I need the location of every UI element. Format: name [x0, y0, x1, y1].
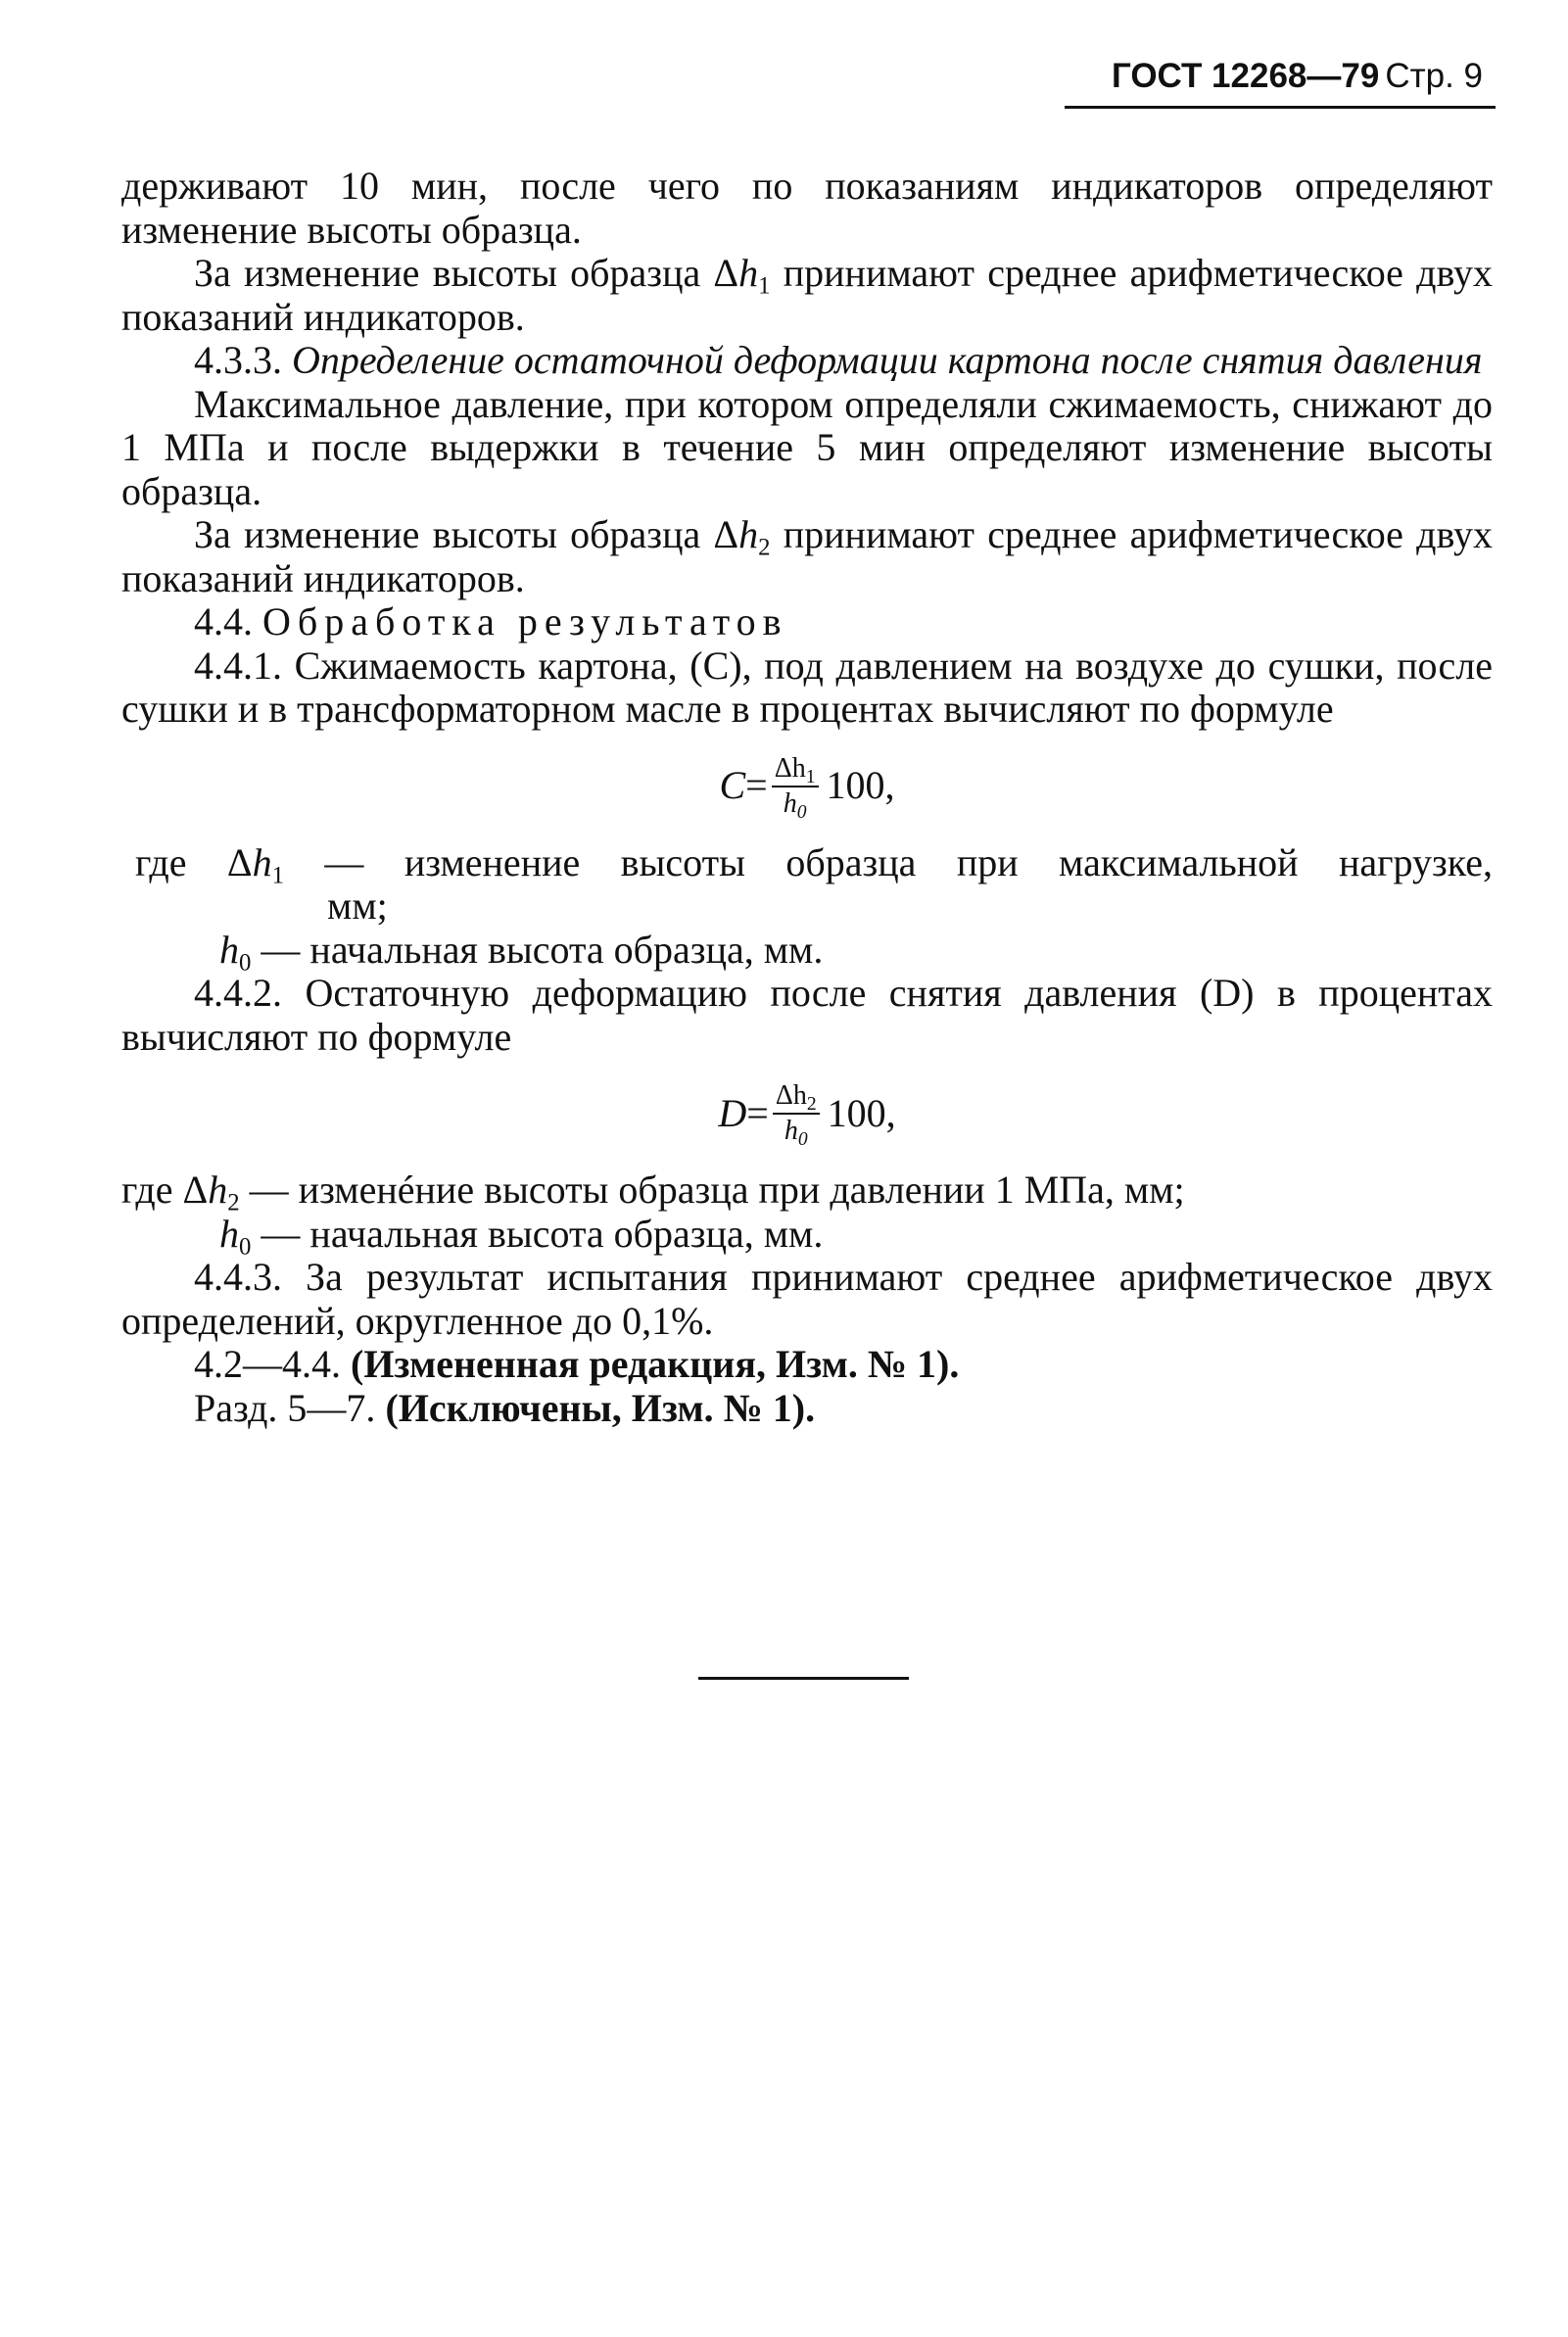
- formula-1-legend: где $\Delta h_1$ — изменение высоты образца при максимальной нагрузке, мм; $h_0$ — начальная высота образца, мм.: [135, 839, 1493, 976]
- formula-compressibility: C = $\frac{\Delta h_1}{h_0}$ 100,: [719, 752, 895, 823]
- paragraph-4-4-2: 4.4.2. Остаточную деформацию после снятия давления (D) в процентах вычисляют по формуле: [121, 971, 1493, 1059]
- formula-fraction: $\frac{\Delta h_1}{h_0}$: [772, 753, 819, 820]
- formula-fraction: $\frac{\Delta h_2}{h_0}$: [773, 1080, 820, 1147]
- formula-2-legend: где $\Delta h_2$ — изменéние высоты образца при давлении 1 МПа, мм; $h_0$ — начальная высота образца, мм.: [121, 1168, 1185, 1260]
- formula-residual-deformation: D = $\frac{\Delta h_2}{h_0}$ 100,: [718, 1080, 896, 1150]
- section-4-3-3-heading: 4.3.3. Определение остаточной деформации картона после снятия давления: [194, 338, 1483, 382]
- document-body: [121, 165, 1493, 1430]
- amendment-note-4-2-4-4: 4.2—4.4. (Измененная редакция, Изм. № 1).: [194, 1342, 960, 1386]
- paragraph-max-pressure: Максимальное давление, при котором определяли сжимаемость, снижают до 1 МПа и после выдержки в течение 5 мин определяют изменение высоты образца.: [121, 381, 1493, 513]
- amendment-note-sections-5-7: Разд. 5—7. (Исключены, Изм. № 1).: [194, 1385, 816, 1430]
- paragraph-4-4-1: 4.4.1. Сжимаемость картона, (C), под давлением на воздухе до сушки, после сушки и в трансформаторном масле в процентах вычисляют по формуле: [121, 643, 1493, 731]
- paragraph-continuation: держивают 10 мин, после чего по показаниям индикаторов определяют изменение высоты образца.: [121, 164, 1493, 252]
- header-rule: [1065, 106, 1496, 109]
- paragraph-delta-h1: За изменение высоты образца $\Delta h_1$ принимают среднее арифметическое двух показаний индикаторов.: [121, 251, 1493, 339]
- end-rule: [698, 1677, 909, 1680]
- paragraph-4-4-3: 4.4.3. За результат испытания принимают среднее арифметическое двух определений, округленное до 0,1%.: [121, 1255, 1493, 1343]
- page-header: [1112, 57, 1483, 96]
- paragraph-delta-h2: За изменение высоты образца $\Delta h_2$ принимают среднее арифметическое двух показаний индикаторов.: [121, 512, 1493, 600]
- standard-number: ГОСТ 12268—79: [1111, 57, 1380, 95]
- section-4-4-heading: 4.4. Обработка результатов: [194, 599, 788, 644]
- page-number: Стр. 9: [1385, 57, 1483, 95]
